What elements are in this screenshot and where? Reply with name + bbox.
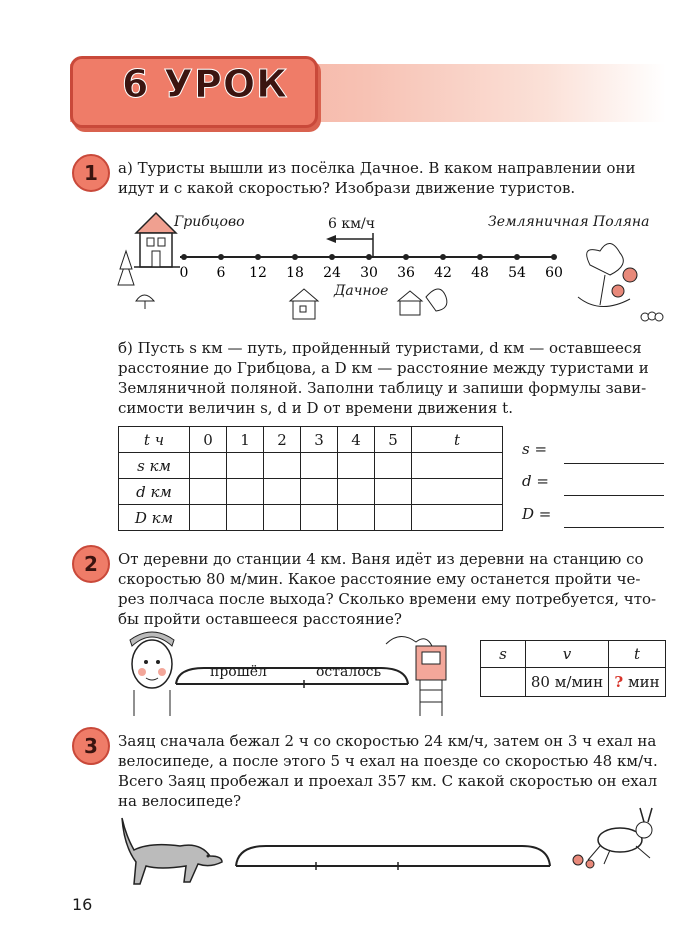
tick-dot (329, 254, 335, 260)
table-cell[interactable] (375, 453, 412, 479)
task-1-table (118, 426, 503, 531)
tick-dot (514, 254, 520, 260)
table-cell[interactable] (264, 453, 301, 479)
table-cell[interactable] (412, 505, 503, 531)
task-1a-text (118, 158, 678, 198)
table-cell[interactable] (338, 453, 375, 479)
label-dachnoe: Дачное (334, 283, 389, 299)
table-cell[interactable] (301, 479, 338, 505)
tick-label: 24 (323, 265, 341, 281)
table-cell[interactable] (227, 505, 264, 531)
tick-dot (440, 254, 446, 260)
table-cell[interactable] (190, 479, 227, 505)
table-row (119, 479, 503, 505)
table-header-cell: 4 (338, 427, 375, 453)
task-3-line: Заяц сначала бежал 2 ч со скоростью 24 км/ч, затем он 3 ч ехал на (118, 732, 657, 750)
task-3-line: велосипеде, а после этого 5 ч ехал на поезде со скоростью 48 км/ч. (118, 752, 658, 770)
tick-label: 42 (434, 265, 452, 281)
task-1a-line: идут и с какой скоростью? Изобрази движение туристов. (118, 179, 576, 197)
table-header-cell: v (526, 641, 609, 668)
table-header-cell: 2 (264, 427, 301, 453)
page-number: 16 (72, 895, 93, 914)
task-1-number: 1 (72, 154, 110, 192)
tick-dot (181, 254, 187, 260)
table-cell: 80 м/мин (526, 668, 609, 697)
lesson-title: 6 УРОК (122, 62, 289, 106)
boy-icon (130, 632, 174, 716)
tick-dot (403, 254, 409, 260)
mushroom-icon (136, 295, 154, 309)
table-cell[interactable] (227, 479, 264, 505)
formula-s-answer-line[interactable] (564, 462, 664, 464)
number-line-ticks (180, 254, 563, 281)
segment-label-walked: прошёл (210, 664, 267, 680)
table-row (481, 668, 666, 697)
question-mark: ? (614, 673, 624, 691)
table-cell[interactable] (412, 479, 503, 505)
task-3-illustration (110, 806, 670, 896)
table-row (119, 453, 503, 479)
tree-icon (118, 251, 134, 285)
table-cell[interactable] (412, 453, 503, 479)
tick-label: 18 (286, 265, 304, 281)
table-cell[interactable] (301, 453, 338, 479)
task-3-text (118, 731, 678, 811)
tick-dot (477, 254, 483, 260)
table-header-cell: s (481, 641, 526, 668)
tick-dot (366, 254, 372, 260)
task-1a-line: а) Туристы вышли из посёлка Дачное. В каком направлении они (118, 159, 636, 177)
table-cell[interactable] (264, 479, 301, 505)
task-3-number: 3 (72, 727, 110, 765)
table-header-cell: t ч (119, 427, 190, 453)
train-icon (386, 636, 446, 716)
time-unit: мин (627, 673, 660, 691)
task-2-line: рез полчаса после выхода? Сколько времени ему потребуется, что- (118, 590, 657, 608)
task-1b-line: симости величин s, d и D от времени движения t. (118, 399, 513, 417)
strawberry-icon (578, 243, 663, 321)
segment-label-remaining: осталось (316, 664, 382, 680)
task-2-line: От деревни до станции 4 км. Ваня идёт из деревни на станцию со (118, 550, 644, 568)
village-house-icon (398, 289, 447, 315)
table-header-cell: 1 (227, 427, 264, 453)
formula-s-label: s = (522, 440, 548, 458)
task-2-table (480, 640, 666, 697)
table-row-label: D км (119, 505, 190, 531)
table-cell[interactable] (481, 668, 526, 697)
table-row-label: s км (119, 453, 190, 479)
label-right-village: Земляничная Поляна (488, 214, 650, 230)
village-house-icon (290, 289, 318, 319)
tick-dot (551, 254, 557, 260)
formula-d-answer-line[interactable] (564, 494, 664, 496)
task-1b-text (118, 338, 678, 418)
table-cell[interactable] (338, 479, 375, 505)
task-2-line: скоростью 80 м/мин. Какое расстояние ему останется пройти че- (118, 570, 641, 588)
table-header-row (119, 427, 503, 453)
distance-segment (236, 846, 550, 866)
table-header-cell: 5 (375, 427, 412, 453)
task-2-number: 2 (72, 545, 110, 583)
task-1b-line: б) Пусть s км — путь, пройденный туристами, d км — оставшееся (118, 339, 642, 357)
table-cell-time (609, 668, 666, 697)
table-row (119, 505, 503, 531)
formula-d-label: d = (522, 472, 549, 490)
table-row-label: d км (119, 479, 190, 505)
table-header-cell: t (609, 641, 666, 668)
tick-label: 12 (249, 265, 267, 281)
table-cell[interactable] (301, 505, 338, 531)
table-cell[interactable] (190, 453, 227, 479)
tick-label: 30 (360, 265, 378, 281)
task-1b-line: Земляничной поляной. Заполни таблицу и запиши формулы зави- (118, 379, 647, 397)
tick-label: 6 (216, 265, 226, 281)
tick-dot (292, 254, 298, 260)
task-2-line: бы пройти оставшееся расстояние? (118, 610, 402, 628)
table-cell[interactable] (264, 505, 301, 531)
dog-icon (122, 818, 222, 884)
table-header-cell: 0 (190, 427, 227, 453)
table-cell[interactable] (190, 505, 227, 531)
tick-label: 0 (179, 265, 189, 281)
tick-dot (255, 254, 261, 260)
tick-label: 60 (545, 265, 563, 281)
tick-dot (218, 254, 224, 260)
task-2-illustration (120, 624, 480, 724)
tick-label: 36 (397, 265, 415, 281)
task-3-line: Всего Заяц пробежал и проехал 357 км. С какой скоростью он ехал (118, 772, 658, 790)
table-cell[interactable] (227, 453, 264, 479)
arrow-head-icon (326, 235, 336, 243)
speed-label: 6 км/ч (328, 216, 375, 232)
task-2-text (118, 549, 678, 629)
table-cell[interactable] (338, 505, 375, 531)
table-header-row (481, 641, 666, 668)
formula-D-label: D = (522, 505, 552, 523)
task-1b-line: расстояние до Грибцова, а D км — расстояние между туристами и (118, 359, 649, 377)
table-header-cell: 3 (301, 427, 338, 453)
table-header-cell: t (412, 427, 503, 453)
table-cell[interactable] (375, 479, 412, 505)
label-left-village: Грибцово (174, 214, 245, 230)
hare-icon (573, 808, 652, 868)
formula-D-answer-line[interactable] (564, 526, 664, 528)
tick-label: 48 (471, 265, 489, 281)
tick-label: 54 (508, 265, 526, 281)
table-cell[interactable] (375, 505, 412, 531)
task-3-line: на велосипеде? (118, 792, 242, 810)
